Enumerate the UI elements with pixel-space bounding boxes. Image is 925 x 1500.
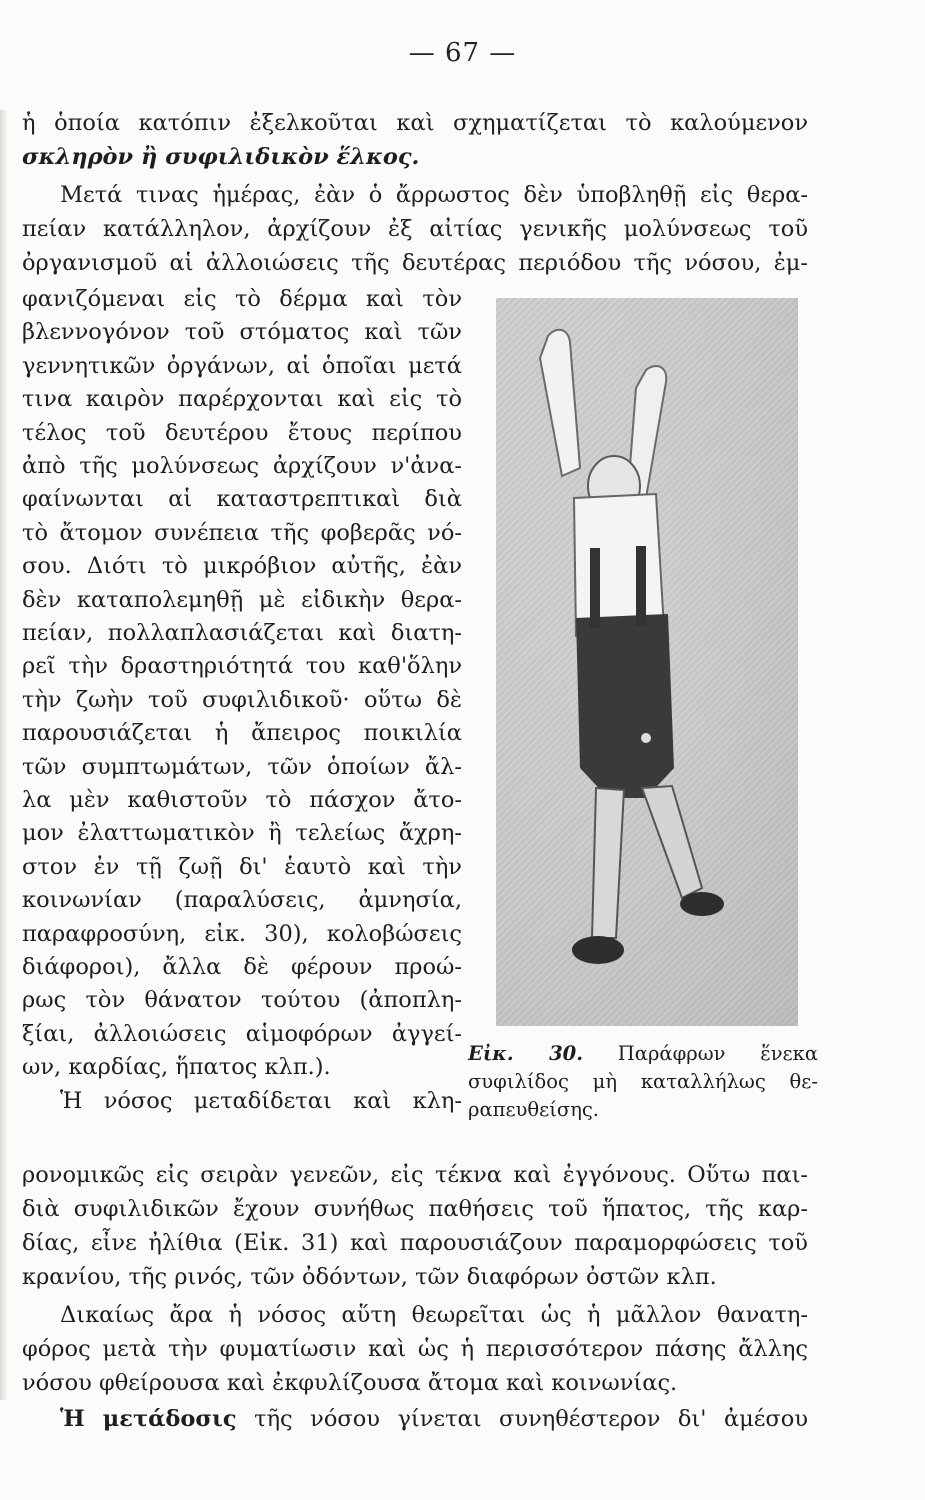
figure-30-photo [496, 298, 798, 1026]
text-line: δὲν καταπολεμηθῇ μὲ εἰδικὴν θερα- [22, 586, 462, 613]
text-line: διάφοροι), ἄλλα δὲ φέρουν προώ- [22, 954, 462, 980]
text-line: τινα καιρὸν παρέρχονται καὶ εἰς τὸ [22, 386, 462, 413]
caption-label: Εἰκ. 30. [468, 1042, 583, 1065]
text-line: Δικαίως ἄρα ἡ νόσος αὕτη θεωρεῖται ὡς ἡ μᾶλλον θανατη- [60, 1302, 808, 1328]
text-line: φαίνωνται αἱ καταστρεπτικαὶ διὰ [22, 486, 462, 513]
text-line: τέλος τοῦ δευτέρου ἔτους περίπου [22, 419, 462, 446]
caption-line [468, 1040, 818, 1068]
text-line: τὸ ἄτομον συνέπεια τῆς φοβερᾶς νό- [22, 519, 462, 546]
text-line: φανιζόμεναι εἰς τὸ δέρμα καὶ τὸν [22, 286, 462, 312]
caption-line: συφιλίδος μὴ καταλλήλως θε- [468, 1070, 818, 1093]
text-line: κοινωνίαν (παραλύσεις, ἀμνησία, [22, 887, 462, 914]
text-line: κρανίου, τῆς ρινός, τῶν ὀδόντων, τῶν διαφόρων ὀστῶν κλπ. [22, 1264, 717, 1290]
text-line: ὀργανισμοῦ αἱ ἀλλοιώσεις τῆς δευτέρας περιόδου τῆς νόσου, ἐμ- [22, 250, 808, 276]
bold-term: Ἡ μετάδοσις [60, 1406, 237, 1432]
text-line: ρως τὸν θάνατον τούτου (ἀποπλη- [22, 987, 462, 1014]
text-line: Ἡ νόσος μεταδίδεται καὶ κλη- [60, 1087, 462, 1114]
text-line: φόρος μετὰ τὴν φυματίωσιν καὶ ὡς ἡ περισσότερον πάσης ἄλλης [22, 1336, 808, 1362]
text-line: ρεῖ τὴν δραστηριότητά του καθ'ὅλην [22, 653, 462, 680]
text-line: σου. Διότι τὸ μικρόβιον αὐτῆς, ἐὰν [22, 553, 462, 580]
line-rest: τῆς νόσου γίνεται συνηθέστερον δι' ἀμέσου [254, 1406, 808, 1432]
emphasized-term: σκληρὸν ἢ συφιλιδικὸν ἕλκος. [22, 144, 420, 170]
page-number: — 67 — [408, 38, 517, 68]
text-line: μον ἐλαττωματικὸν ἢ τελείως ἄχρη- [22, 820, 462, 847]
caption-line: ραπευθείσης. [468, 1098, 600, 1121]
text-line: λα μὲν καθιστοῦν τὸ πάσχον ἄτο- [22, 787, 462, 813]
text-line: ἡ ὁποία κατόπιν ἐξελκοῦται καὶ σχηματίζεται τὸ καλούμενον [22, 110, 808, 136]
text-line: νόσου φθείρουσα καὶ ἐκφυλίζουσα ἄτομα καὶ κοινωνίας. [22, 1370, 678, 1396]
caption-text: Παράφρων ἕνεκα [617, 1042, 819, 1065]
text-line: διὰ συφιλιδικῶν ἔχουν συνήθως παθήσεις τοῦ ἥπατος, τῆς καρ- [22, 1196, 808, 1222]
text-line: πείαν κατάλληλον, ἀρχίζουν ἐξ αἰτίας γενικῆς μολύνσεως τοῦ [22, 216, 808, 242]
text-line: ων, καρδίας, ἥπατος κλπ.). [22, 1054, 331, 1081]
text-line: δίας, εἶνε ἠλίθια (Εἰκ. 31) καὶ παρουσιάζουν παραμορφώσεις τοῦ [22, 1230, 808, 1256]
page-gutter-shadow [0, 110, 8, 1400]
text-line: παρουσιάζεται ἡ ἄπειρος ποικιλία [22, 720, 462, 747]
figure-illustration [496, 298, 798, 1026]
text-line: πείαν, πολλαπλασιάζεται καὶ διατη- [22, 620, 462, 646]
text-line: παραφροσύνη, εἰκ. 30), κολοβώσεις [22, 920, 462, 947]
text-line [60, 1402, 808, 1436]
text-line: ρονομικῶς εἰς σειρὰν γενεῶν, εἰς τέκνα καὶ ἐγγόνους. Οὕτω παι- [22, 1162, 808, 1188]
text-line: Μετά τινας ἡμέρας, ἐὰν ὁ ἄρρωστος δὲν ὑποβληθῇ εἰς θερα- [60, 182, 808, 208]
text-line: τῶν συμπτωμάτων, τῶν ὁποίων ἄλ- [22, 753, 462, 780]
text-line: γεννητικῶν ὀργάνων, αἱ ὁποῖαι μετά [22, 352, 462, 379]
text-line: ἀπὸ τῆς μολύνσεως ἀρχίζουν ν'ἀνα- [22, 453, 462, 479]
text-line: στον ἐν τῇ ζωῇ δι' ἑαυτὸ καὶ τὴν [22, 853, 462, 880]
text-line: ξίαι, ἀλλοιώσεις αἱμοφόρων ἀγγεί- [22, 1020, 462, 1047]
figure-caption [468, 1040, 818, 1124]
text-line: τὴν ζωὴν τοῦ συφιλιδικοῦ· οὕτω δὲ [22, 686, 462, 713]
text-line: βλεννογόνον τοῦ στόματος καὶ τῶν [22, 319, 462, 346]
